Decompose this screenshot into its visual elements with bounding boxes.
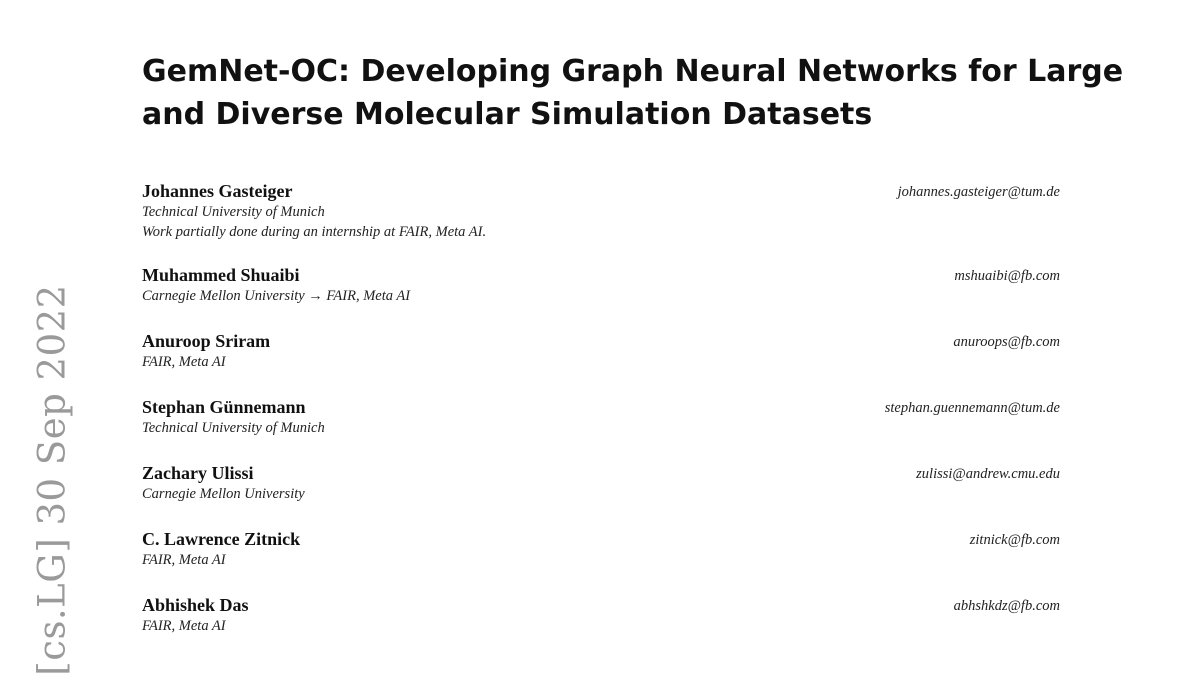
author-email[interactable]: anuroops@fb.com xyxy=(953,334,1060,350)
author-affiliation: FAIR, Meta AI xyxy=(142,618,226,634)
author-block xyxy=(142,330,1060,396)
author-block xyxy=(142,462,1060,528)
author-email[interactable]: mshuaibi@fb.com xyxy=(954,268,1060,284)
author-affiliation: Carnegie Mellon University xyxy=(142,486,305,502)
author-block xyxy=(142,396,1060,462)
author-name: Johannes Gasteiger xyxy=(142,181,293,201)
author-affiliation: Technical University of Munich xyxy=(142,420,325,436)
author-email[interactable]: stephan.guennemann@tum.de xyxy=(884,400,1060,416)
author-name: Anuroop Sriram xyxy=(142,331,271,351)
title-line-2: and Diverse Molecular Simulation Datasets xyxy=(142,97,873,132)
author-affiliation-note: Work partially done during an internship at FAIR, Meta AI. xyxy=(142,224,487,240)
author-block xyxy=(142,594,1060,640)
author-list xyxy=(142,180,1060,640)
author-email[interactable]: abhshkdz@fb.com xyxy=(953,598,1060,614)
author-affiliation: FAIR, Meta AI xyxy=(142,552,226,568)
author-email[interactable]: johannes.gasteiger@tum.de xyxy=(897,184,1060,200)
author-email[interactable]: zitnick@fb.com xyxy=(969,532,1060,548)
author-name: C. Lawrence Zitnick xyxy=(142,529,301,549)
author-email[interactable]: zulissi@andrew.cmu.edu xyxy=(916,466,1060,482)
author-name: Muhammed Shuaibi xyxy=(142,265,300,285)
paper-title xyxy=(142,50,1124,136)
author-affiliation: Technical University of Munich xyxy=(142,204,325,220)
author-block xyxy=(142,264,1060,330)
author-name: Abhishek Das xyxy=(142,595,249,615)
author-block xyxy=(142,180,1060,246)
author-block xyxy=(142,528,1060,594)
author-affiliation: FAIR, Meta AI xyxy=(142,354,226,370)
author-name: Zachary Ulissi xyxy=(142,463,254,483)
author-name: Stephan Günnemann xyxy=(142,397,306,417)
arxiv-stamp: [cs.LG] 30 Sep 2022 xyxy=(30,284,74,676)
author-affiliation: Carnegie Mellon University → FAIR, Meta AI xyxy=(142,288,411,304)
title-line-1: GemNet-OC: Developing Graph Neural Networks for Large xyxy=(142,54,1124,89)
